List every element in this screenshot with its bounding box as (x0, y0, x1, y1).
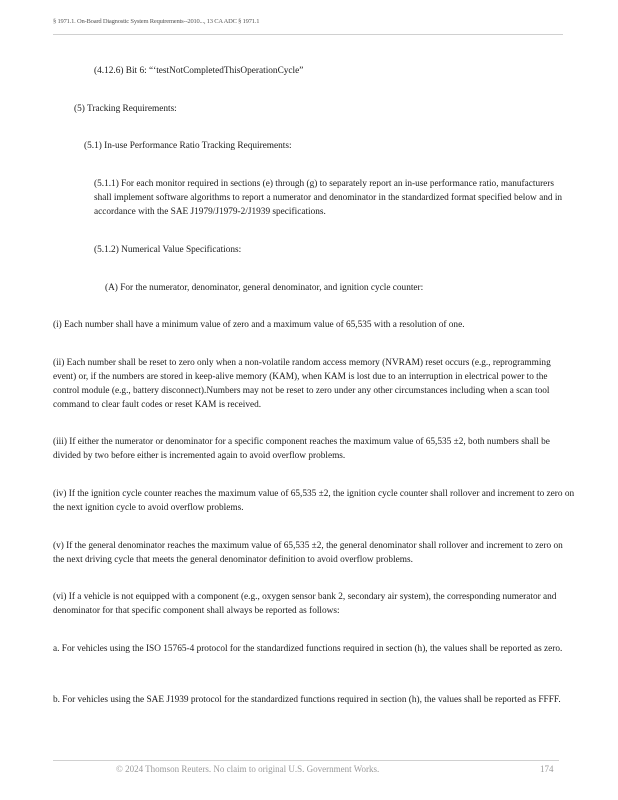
paragraph-iv: (iv) If the ignition cycle counter reaches the maximum value of 65,535 ±2, the ignition cycle counter shall rollover and increment to zero on the next ignition cycle to avoid overflow problems. (53, 489, 575, 513)
header-divider (53, 34, 563, 35)
paragraph-5: (5) Tracking Requirements: (74, 104, 177, 114)
paragraph-ii: (ii) Each number shall be reset to zero only when a non-volatile random access memory (NVRAM) reset occurs (e.g., reprogramming event) or, if the numbers are stored in keep-alive memory (KAM), when KAM is lost due to an interruption in electrical power to the control module (e.g., battery disconnect).Numbers may not be reset to zero under any other circumstances including when a scan tool command to clear fault codes or reset KAM is received. (53, 358, 551, 410)
paragraph-v: (v) If the general denominator reaches the maximum value of 65,535 ±2, the general denominator shall rollover and increment to zero on the next driving cycle that meets the general denominator definition to avoid overflow problems. (53, 541, 563, 565)
page-number: 174 (540, 764, 554, 774)
footer-copyright: © 2024 Thomson Reuters. No claim to original U.S. Government Works. (116, 764, 380, 774)
paragraph-iii: (iii) If either the numerator or denominator for a specific component reaches the maximum value of 65,535 ±2, both numbers shall be divided by two before either is incremented again to avoid overflow problems. (53, 437, 550, 461)
paragraph-i: (i) Each number shall have a minimum value of zero and a maximum value of 65,535 with a resolution of one. (53, 320, 465, 330)
running-header: § 1971.1. On-Board Diagnostic System Requirements--2010..., 13 CA ADC § 1971.1 (53, 18, 260, 25)
paragraph-a: a. For vehicles using the ISO 15765-4 protocol for the standardized functions required in section (h), the values shall be reported as zero. (53, 644, 563, 654)
paragraph-5-1: (5.1) In-use Performance Ratio Tracking Requirements: (84, 141, 292, 151)
paragraph-5-1-1: (5.1.1) For each monitor required in sections (e) through (g) to separately report an in-use performance ratio, manufacturers shall implement software algorithms to report a numerator and denominator in the standardized format specified below and in accordance with the SAE J1979/J1979-2/J1939 specifications. (94, 179, 563, 217)
paragraph-A: (A) For the numerator, denominator, general denominator, and ignition cycle counter: (105, 283, 424, 293)
paragraph-4-12-6: (4.12.6) Bit 6: “‘testNotCompletedThisOperationCycle” (94, 66, 304, 76)
paragraph-vi: (vi) If a vehicle is not equipped with a component (e.g., oxygen sensor bank 2, secondary air system), the corresponding numerator and denominator for that specific component shall always be reported as follows: (53, 592, 557, 616)
paragraph-5-1-2: (5.1.2) Numerical Value Specifications: (94, 245, 242, 255)
paragraph-b: b. For vehicles using the SAE J1939 protocol for the standardized functions required in section (h), the values shall be reported as FFFF. (53, 695, 561, 705)
footer-divider (53, 760, 559, 761)
